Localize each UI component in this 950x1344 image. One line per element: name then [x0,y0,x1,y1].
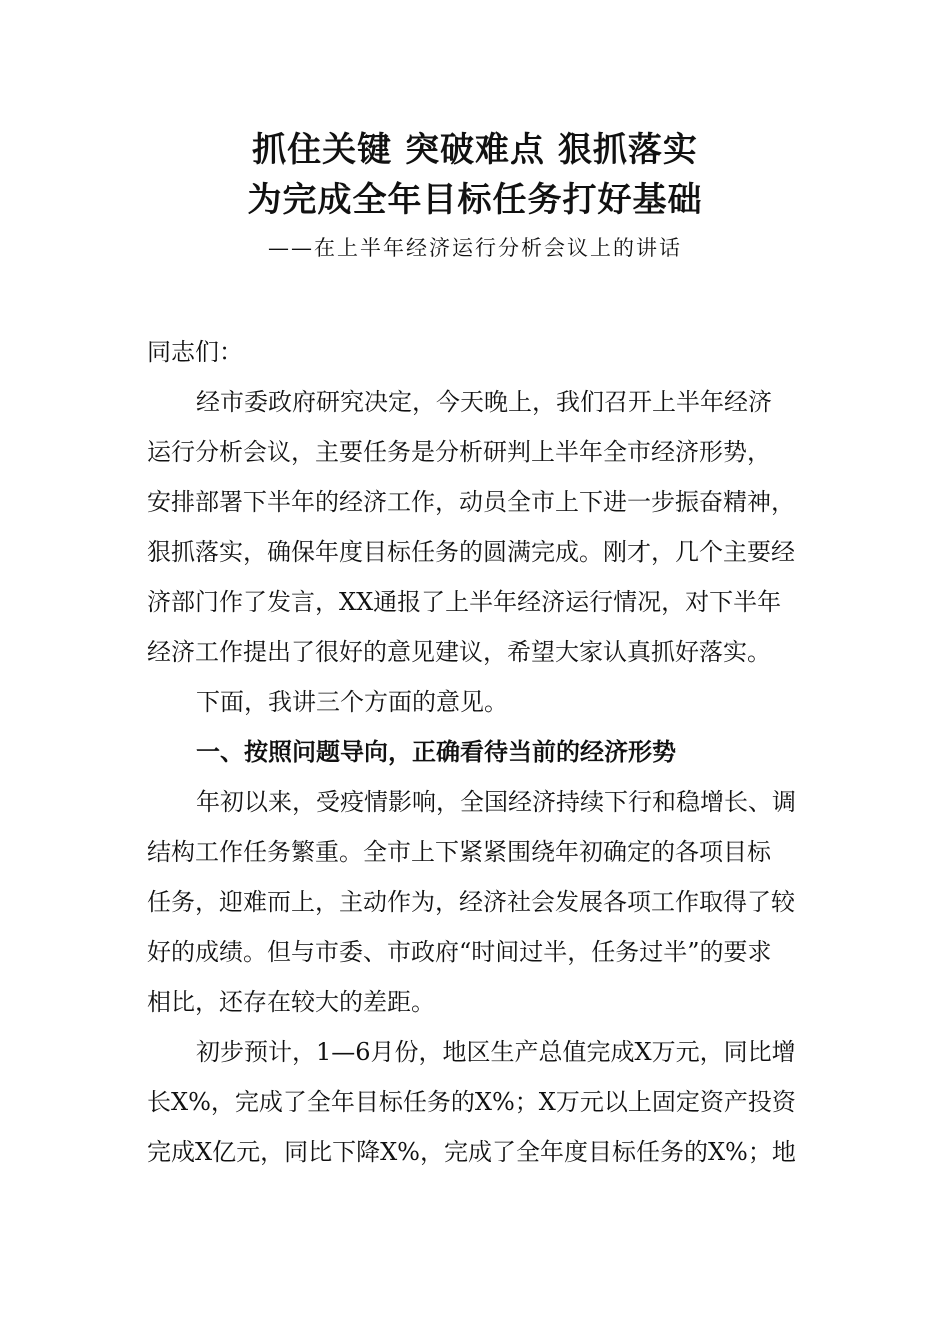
para1-line2: 运行分析会议，主要任务是分析研判上半年全市经济形势， [147,438,771,466]
para1-line1: 经市委政府研究决定，今天晚上，我们召开上半年经济 [196,388,772,416]
para3-line1: 年初以来，受疫情影响，全国经济持续下行和稳增长、调 [196,788,796,816]
document-subtitle: ——在上半年经济运行分析会议上的讲话 [268,236,682,260]
para1-line5: 济部门作了发言，XX通报了上半年经济运行情况，对下半年 [147,588,782,616]
para3-line2: 结构工作任务繁重。全市上下紧紧围绕年初确定的各项目标 [147,838,771,866]
para4-line2: 长X%，完成了全年目标任务的X%；X万元以上固定资产投资 [147,1088,796,1116]
para3-line5: 相比，还存在较大的差距。 [147,988,435,1016]
greeting: 同志们： [147,338,243,366]
para4-line3: 完成X亿元，同比下降X%，完成了全年度目标任务的X%；地 [147,1138,796,1166]
document-title-line1: 抓住关键 突破难点 狠抓落实 [252,130,698,170]
para1-line6: 经济工作提出了很好的意见建议，希望大家认真抓好落实。 [147,638,771,666]
para2: 下面，我讲三个方面的意见。 [196,688,508,716]
para1-line3: 安排部署下半年的经济工作，动员全市上下进一步振奋精神， [147,488,795,516]
section1-heading: 一、按照问题导向，正确看待当前的经济形势 [196,738,676,766]
para3-line3: 任务，迎难而上，主动作为，经济社会发展各项工作取得了较 [147,888,795,916]
para4-line1: 初步预计，1—6月份，地区生产总值完成X万元，同比增 [196,1038,796,1066]
para1-line4: 狠抓落实，确保年度目标任务的圆满完成。刚才，几个主要经 [147,538,795,566]
document-title-line2: 为完成全年目标任务打好基础 [247,180,703,220]
para3-line4: 好的成绩。但与市委、市政府“时间过半，任务过半”的要求 [147,938,772,966]
